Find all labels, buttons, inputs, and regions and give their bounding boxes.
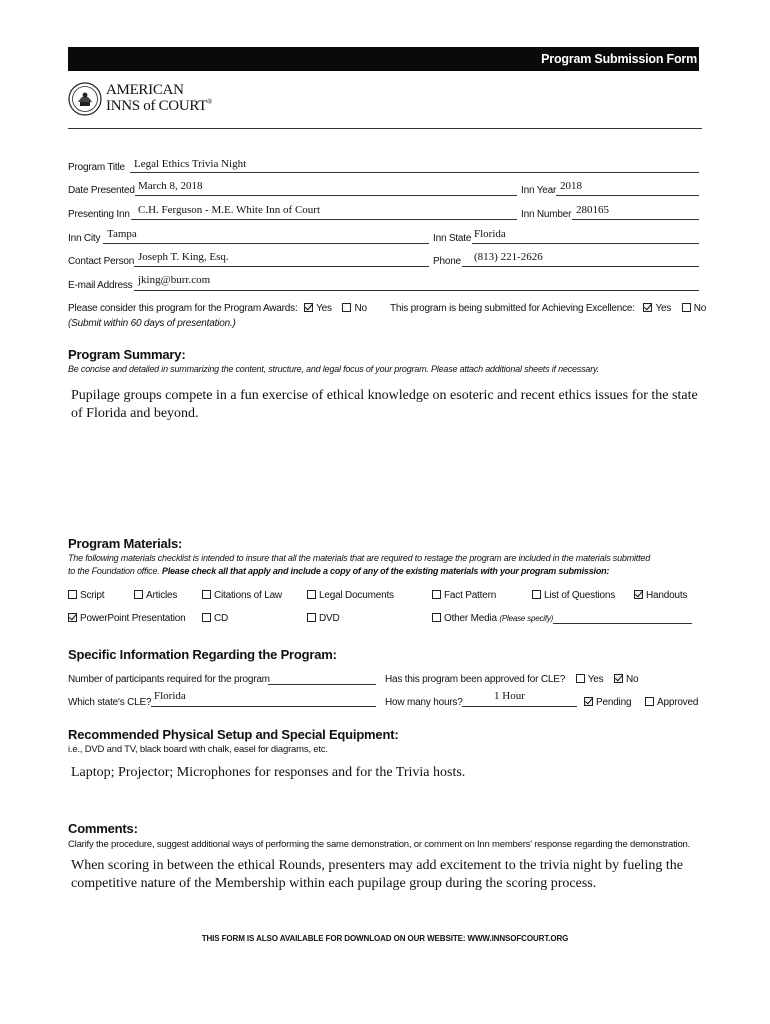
cle-no-label: No [626,674,639,685]
handouts-checkbox[interactable] [634,590,643,599]
inn-state-value: Florida [474,228,506,240]
material-handouts[interactable]: Handouts [634,590,687,601]
submit-note: (Submit within 60 days of presentation.) [68,318,236,329]
cd-checkbox[interactable] [202,613,211,622]
comments-heading: Comments: [68,821,138,836]
contact-person-label: Contact Person [68,256,135,267]
excellence-yes-checkbox[interactable] [643,303,652,312]
comments-text[interactable]: When scoring in between the ethical Rounds, presenters may add excitement to the trivia night by fueling the competitive nature of the Membership within each pupilage group during the scoring process. [71,858,683,891]
footer-note: THIS FORM IS ALSO AVAILABLE FOR DOWNLOAD ON OUR WEBSITE: WWW.INNSOFCOURT.ORG [201,934,569,943]
inn-year-value: 2018 [560,180,582,192]
comments-instruction: Clarify the procedure, suggest additional ways of performing the same demonstration, or comment on Inn members' response regarding the demonstration. [68,839,691,850]
materials-instruction-1: The following materials checklist is intended to insure that all the materials that are required to restage the program are included in the materials submitted [68,553,651,563]
awards-no-label: No [354,303,367,314]
awards-no-checkbox[interactable] [342,303,351,312]
cle-approved[interactable]: Approved [645,697,698,708]
inn-number-value: 280165 [576,204,609,216]
cle-pending[interactable]: Pending [584,697,631,708]
material-articles[interactable]: Articles [134,590,177,601]
material-dvd[interactable]: DVD [307,613,340,624]
setup-heading: Recommended Physical Setup and Special Equipment: [68,727,399,742]
materials-instruction-2: to the Foundation office. Please check all that apply and include a copy of any of the existing materials with your program submission: [68,566,610,576]
articles-checkbox[interactable] [134,590,143,599]
material-other-media[interactable]: Other Media (Please specify) [432,613,553,624]
other-media-specify-label: (Please specify) [499,614,554,623]
cle-approved-label: Has this program been approved for CLE? [385,674,566,685]
cle-yes-checkbox[interactable] [576,674,585,683]
material-citations-of-law[interactable]: Citations of Law [202,590,282,601]
program-title-value: Legal Ethics Trivia Night [134,158,247,170]
participants-label: Number of participants required for the program [68,674,270,685]
fact-pattern-checkbox[interactable] [432,590,441,599]
contact-person-value: Joseph T. King, Esq. [138,251,229,263]
which-state-value: Florida [154,690,186,702]
material-fact-pattern[interactable]: Fact Pattern [432,590,496,601]
form-title-banner [68,47,699,71]
logo-text-american: AMERICAN [106,82,184,98]
material-script[interactable]: Script [68,590,104,601]
material-cd[interactable]: CD [202,613,228,624]
setup-text[interactable]: Laptop; Projector; Microphones for responses and for the Trivia hosts. [71,765,466,780]
legal-documents-checkbox[interactable] [307,590,316,599]
other-media-specify-field[interactable] [553,611,692,624]
hours-value: 1 Hour [494,690,525,702]
program-awards-row [68,303,367,314]
inn-city-field[interactable] [103,229,429,244]
which-state-label: Which state's CLE? [68,697,152,708]
inn-year-label: Inn Year [521,185,557,196]
script-checkbox[interactable] [68,590,77,599]
program-title-label: Program Title [68,162,125,173]
awards-yes-checkbox[interactable] [304,303,313,312]
excellence-no-label: No [693,303,707,314]
logo [68,80,218,122]
dvd-checkbox[interactable] [307,613,316,622]
material-list-of-questions[interactable]: List of Questions [532,590,615,601]
material-powerpoint[interactable]: PowerPoint Presentation [68,613,185,624]
citations-checkbox[interactable] [202,590,211,599]
inn-city-value: Tampa [107,228,137,240]
hours-label: How many hours? [385,697,463,708]
achieving-excellence-row [390,303,706,314]
other-media-checkbox[interactable] [432,613,441,622]
participants-field[interactable] [268,670,376,685]
program-summary-instruction: Be concise and detailed in summarizing the content, structure, and legal focus of your program. Please attach additional sheets if necessary. [68,364,599,374]
approved-checkbox[interactable] [645,697,654,706]
inn-state-label: Inn State [433,233,472,244]
email-value: jking@burr.com [138,274,211,286]
form-title: Program Submission Form [541,52,697,66]
header-divider [68,128,702,129]
logo-text-inns: INNS of COURT® [106,98,213,114]
excellence-no-checkbox[interactable] [682,303,691,312]
excellence-yes-label: Yes [655,303,672,314]
program-summary-text[interactable]: Pupilage groups compete in a fun exercise of ethical knowledge on esoteric and recent ethics issues for the state of Florida and beyond. [71,388,698,421]
seal-icon [68,82,102,116]
program-summary-heading: Program Summary: [68,347,186,362]
inn-state-field[interactable] [472,229,699,244]
presenting-inn-value: C.H. Ferguson - M.E. White Inn of Court [138,204,320,216]
email-label: E-mail Address [68,280,133,291]
achieving-excellence-label: This program is being submitted for Achieving Excellence: [390,303,635,314]
date-presented-value: March 8, 2018 [138,180,203,192]
program-materials-heading: Program Materials: [68,536,183,551]
date-presented-label: Date Presented [68,185,135,196]
cle-yes-label: Yes [587,674,604,685]
list-of-questions-checkbox[interactable] [532,590,541,599]
email-field[interactable] [134,276,699,291]
inn-city-label: Inn City [68,233,101,244]
material-legal-documents[interactable]: Legal Documents [307,590,394,601]
presenting-inn-label: Presenting Inn [68,209,130,220]
phone-label: Phone [433,256,461,267]
specific-info-heading: Specific Information Regarding the Program: [68,647,337,662]
cle-no-checkbox[interactable] [614,674,623,683]
powerpoint-checkbox[interactable] [68,613,77,622]
inn-number-label: Inn Number [521,209,572,220]
phone-value: (813) 221-2626 [474,251,543,263]
setup-instruction: i.e., DVD and TV, black board with chalk, easel for diagrams, etc. [68,744,328,755]
awards-yes-label: Yes [316,303,332,314]
pending-checkbox[interactable] [584,697,593,706]
program-awards-label: Please consider this program for the Program Awards: [68,303,298,314]
cle-approved-row [385,674,638,685]
